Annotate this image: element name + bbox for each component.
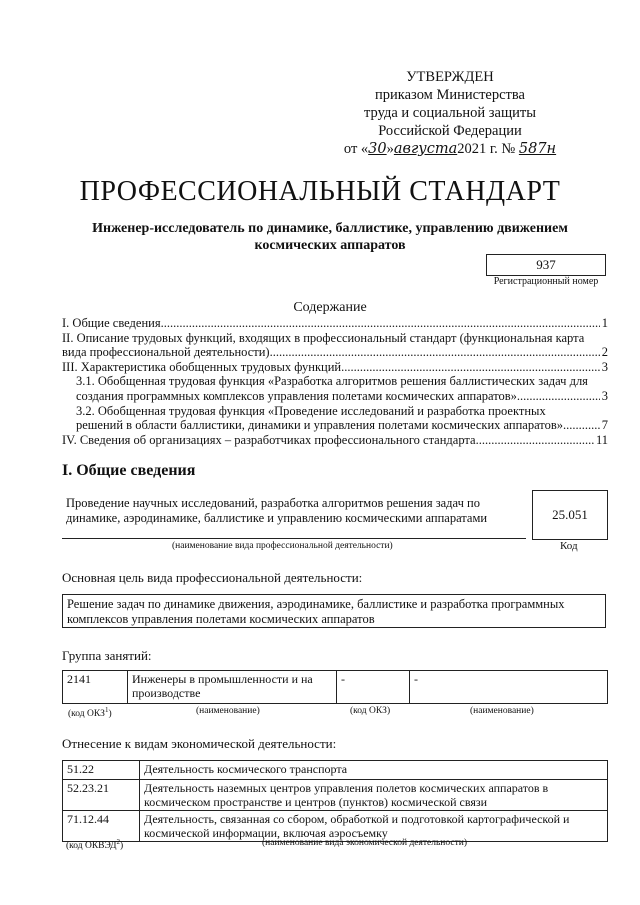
code-caption: Код [560,540,578,552]
registration-number-box: 937 [486,254,606,276]
group-caption-name: (наименование) [196,706,260,716]
toc-item-text: II. Описание трудовых функций, входящих в профессиональный стандарт (функциональная карта [62,330,585,345]
okved-code-cell: 52.23.21 [63,780,140,811]
toc-heading: Содержание [293,300,367,315]
toc-item-page: 2 [601,345,608,360]
activity-underline [62,538,526,539]
okz-name-cell: - [410,671,608,704]
handwritten-month: августа [393,141,458,157]
footnote-mark: 1 [104,706,109,714]
section-heading: I. Общие сведения [62,462,196,479]
table-row [63,811,608,842]
goal-label: Основная цель вида профессиональной деятельности: [62,570,363,585]
approval-line: приказом Министерства [375,87,525,103]
group-caption-name2: (наименование) [470,706,534,716]
table-row [63,780,608,811]
caption-text: ) [119,841,124,852]
toc-item[interactable] [62,316,608,331]
goal-box: Решение задач по динамике движения, аэродинамике, баллистике и разработка программных комплексов управления полетами космических аппаратов [62,594,606,628]
toc-item-page: 3 [601,359,608,374]
group-label: Группа занятий: [62,648,152,663]
okved-code-cell: 71.12.44 [63,811,140,842]
occupation-group-table [62,670,608,704]
okved-caption-name: (наименование вида экономической деятельности) [262,838,467,848]
date-mid: » [386,141,394,157]
toc-item-page: 3 [601,388,608,403]
okved-name-cell: Деятельность наземных центров управления полетов космических аппаратов в космическом пространстве и центров (пунктов) космической связи [140,780,608,811]
toc-item-page: 7 [601,418,608,433]
toc-item[interactable] [62,360,608,375]
approval-block [330,68,570,158]
caption-text: ) [108,709,112,720]
date-year: 2021 г. № [457,141,516,157]
okved-name-cell: Деятельность, связанная со сбором, обработкой и подготовкой картографической и космической информации, включая аэросъемку [140,811,608,842]
document-title: ПРОФЕССИОНАЛЬНЫЙ СТАНДАРТ [79,176,561,207]
handwritten-day: 30 [368,141,387,157]
okved-table [62,760,608,842]
group-caption-code [68,706,112,719]
activity-caption: (наименование вида профессиональной деятельности) [172,541,393,551]
handwritten-number: 587н [518,141,557,157]
approval-line: УТВЕРЖДЕН [406,69,494,85]
okz-code-cell: - [337,671,410,704]
okved-caption-code [66,838,123,851]
toc-item-text: 3.2. Обобщенная трудовая функция «Проведение исследований и разработка проектных [76,403,546,418]
activity-code-box: 25.051 [532,490,608,540]
toc-item[interactable] [62,404,608,433]
okved-name-cell: Деятельность космического транспорта [140,761,608,780]
approval-line: труда и социальной защиты [364,105,536,121]
toc-item-text: IV. Сведения об организациях – разработчиках профессионального стандарта [62,432,476,447]
table-row [63,761,608,780]
toc-item[interactable] [62,433,608,448]
group-caption-code2: (код ОКЗ) [350,706,391,716]
caption-text: (код ОКВЭД [66,841,117,852]
toc-item-text: I. Общие сведения [62,316,161,330]
toc-item-text-cont: вида профессиональной деятельности) [62,345,270,360]
caption-text: (код ОКЗ [68,709,105,720]
toc-item-text: 3.1. Обобщенная трудовая функция «Разработка алгоритмов решения баллистических задач для [76,374,588,389]
okved-code-cell: 51.22 [63,761,140,780]
toc-item-page: 11 [595,432,608,447]
okz-name-cell: Инженеры в промышленности и на производстве [128,671,337,704]
toc-item-text-cont: создания программных комплексов управления полетами космических аппаратов» [76,388,517,403]
footnote-mark: 2 [116,838,120,846]
approval-date [330,140,570,158]
toc-item-text: III. Характеристика обобщенных трудовых функций [62,359,342,374]
okved-label: Отнесение к видам экономической деятельности: [62,736,337,751]
approval-line: Российской Федерации [378,123,522,139]
document-subtitle: Инженер-исследователь по динамике, баллистике, управлению движением космических аппаратов [92,221,568,253]
toc-item[interactable] [62,331,608,360]
date-prefix: от « [343,141,369,157]
table-of-contents [62,316,608,447]
toc-item-page: 1 [601,316,608,330]
table-row [63,671,608,704]
registration-label: Регистрационный номер [493,276,599,287]
toc-item[interactable] [62,374,608,403]
activity-name: Проведение научных исследований, разработка алгоритмов решения задач по динамике, аэродинамике, баллистике и управлению космическими аппаратами [66,496,488,525]
okz-code-cell: 2141 [63,671,128,704]
toc-item-text-cont: решений в области баллистики, динамики и управления полетами космических аппаратов» [76,418,564,433]
